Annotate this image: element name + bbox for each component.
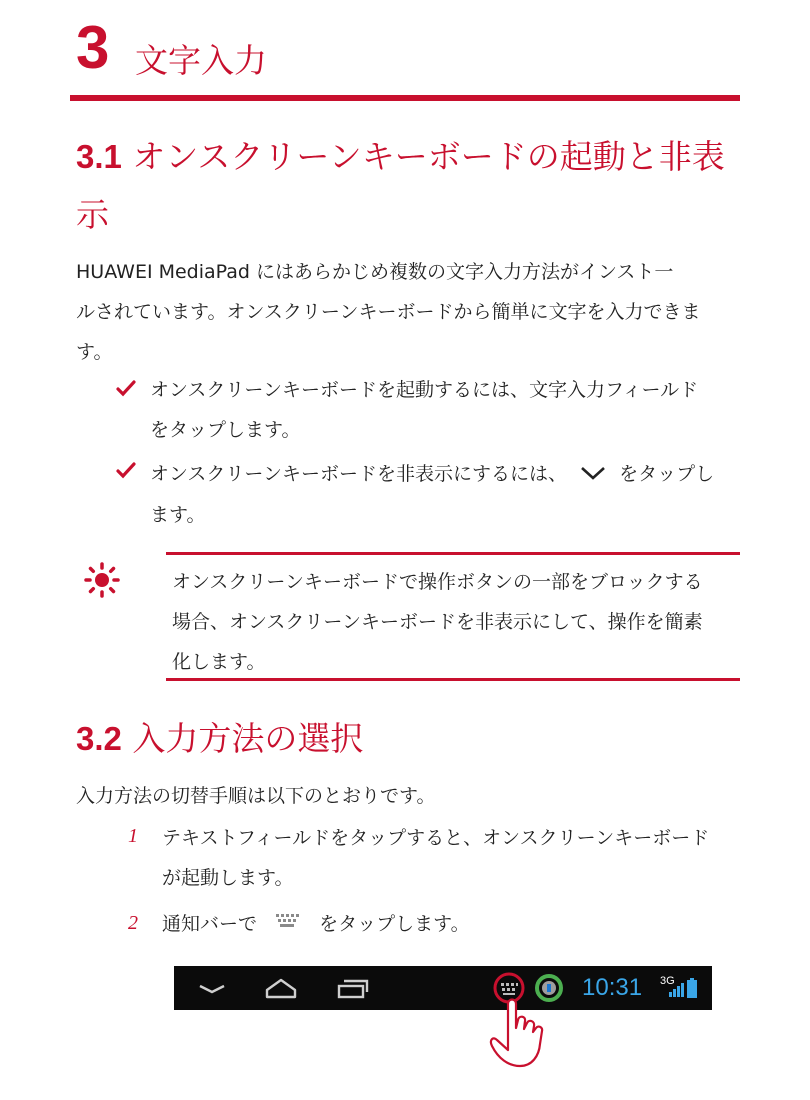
check-mark-icon [116,462,136,484]
bullet-text: をタップし [619,463,715,485]
bullet-text: オンスクリーンキーボードを非表示にするには、 [150,463,568,485]
step-number: 2 [128,912,138,934]
bullet-line: ます。 [150,503,206,526]
tip-text [172,562,742,682]
bullet-line: をタップします。 [150,419,301,441]
tip-line: 場合、オンスクリーンキーボードを非表示にして、操作を簡素 [172,611,703,633]
keyboard-icon [263,904,313,944]
chevron-down-icon [573,455,613,495]
step-text: をタップします。 [319,913,470,935]
section-number: 3.2 [76,720,122,757]
bullet-item [150,370,750,450]
tip-line: オンスクリーンキーボードで操作ボタンの一部をブロックする [172,571,703,593]
tip-line: 化します。 [172,651,266,673]
step-line: テキストフィールドをタップすると、オンスクリーンキーボード [162,827,710,849]
step-number: 1 [128,825,138,847]
section-3-1-title [76,137,725,176]
bullet-line: オンスクリーンキーボードを起動するには、文字入力フィールド [150,379,699,401]
tap-hand-icon [484,996,556,1076]
section-number: 3.1 [76,138,122,175]
clock-time: 10:31 [582,974,643,1001]
bullet-item [150,454,750,535]
chapter-rule [70,95,740,101]
section-intro: 入力方法の切替手順は以下のとおりです。 [76,785,436,807]
section-3-2-title [76,719,364,758]
step-text: 通知バーで [162,913,258,935]
signal-icon [668,980,684,1002]
tip-bottom-rule [166,678,740,681]
step-item [162,904,470,944]
check-mark-icon [116,380,136,402]
chapter-title: 文字入力 [135,41,267,80]
paragraph-line: HUAWEI MediaPad にはあらかじめ複数の文字入力方法がインスト一 [76,261,674,283]
intro-paragraph [76,252,756,372]
recent-apps-icon[interactable] [336,977,370,1005]
section-title-text: 入力方法の選択 [132,719,364,758]
back-icon[interactable] [196,978,228,1002]
tip-top-rule [166,552,740,555]
chapter-number: 3 [76,14,110,81]
step-item [162,818,752,898]
home-icon[interactable] [264,976,298,1004]
battery-icon [686,977,698,1003]
step-line: が起動します。 [162,867,294,889]
section-title-text: オンスクリーンキーボードの起動と非表 [132,137,725,176]
bullet-line [150,454,750,495]
system-status-bar [174,966,712,1010]
network-type: 3G [660,975,675,987]
section-3-1-title-cont: 示 [76,195,109,234]
paragraph-line: ルされています。オンスクリーンキーボードから簡単に文字を入力できま [76,301,701,323]
paragraph-line: す。 [76,341,113,363]
sun-tip-icon [84,562,120,602]
